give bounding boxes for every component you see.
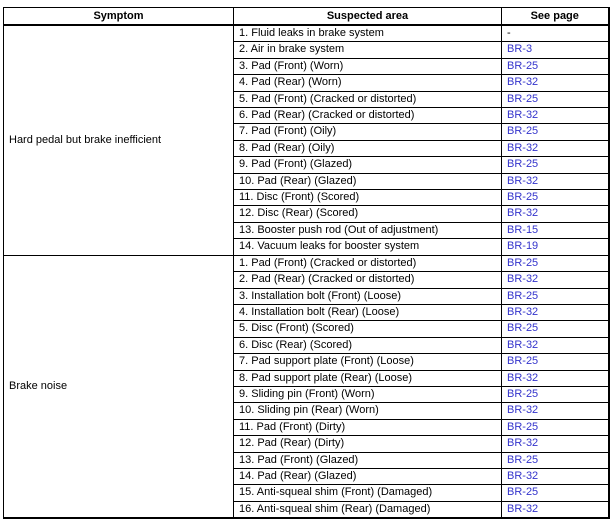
see-page-cell	[502, 58, 609, 74]
suspected-area-cell: 11. Disc (Front) (Scored)	[234, 190, 502, 206]
see-page-cell	[502, 108, 609, 124]
table-row	[4, 255, 609, 271]
see-page-cell	[502, 91, 609, 107]
page-reference-link[interactable]: BR-32	[507, 207, 539, 220]
page-reference-link[interactable]: BR-25	[507, 59, 539, 72]
page-reference-link[interactable]: BR-32	[507, 437, 539, 450]
troubleshooting-table	[3, 7, 610, 519]
table-body	[4, 25, 609, 518]
page-reference-link[interactable]: BR-15	[507, 223, 539, 236]
page-reference-link[interactable]: BR-25	[507, 355, 539, 368]
see-page-cell	[502, 370, 609, 386]
table-header-row	[4, 8, 609, 26]
suspected-area-cell: 7. Pad support plate (Front) (Loose)	[234, 354, 502, 370]
suspected-area-cell: 4. Pad (Rear) (Worn)	[234, 75, 502, 91]
suspected-area-cell: 3. Pad (Front) (Worn)	[234, 58, 502, 74]
page-reference-link[interactable]: BR-32	[507, 109, 539, 122]
see-page-cell	[502, 288, 609, 304]
page-reference-link[interactable]: BR-25	[507, 92, 539, 105]
see-page-cell	[502, 239, 609, 255]
no-page-reference: -	[507, 27, 511, 39]
page-reference-link[interactable]: BR-25	[507, 420, 539, 433]
suspected-area-cell: 1. Fluid leaks in brake system	[234, 25, 502, 42]
see-page-cell	[502, 124, 609, 140]
see-page-cell	[502, 190, 609, 206]
see-page-cell	[502, 419, 609, 435]
suspected-area-cell: 2. Air in brake system	[234, 42, 502, 58]
see-page-cell	[502, 321, 609, 337]
see-page-cell	[502, 222, 609, 238]
suspected-area-cell: 12. Pad (Rear) (Dirty)	[234, 436, 502, 452]
page-reference-link[interactable]: BR-25	[507, 256, 539, 269]
page-reference-link[interactable]: BR-32	[507, 305, 539, 318]
see-page-cell	[502, 403, 609, 419]
header-suspected-area: Suspected area	[234, 8, 502, 26]
page-reference-link[interactable]: BR-32	[507, 404, 539, 417]
suspected-area-cell: 13. Pad (Front) (Glazed)	[234, 452, 502, 468]
header-see-page: See page	[502, 8, 609, 26]
see-page-cell	[502, 25, 609, 42]
page-reference-link[interactable]: BR-32	[507, 469, 539, 482]
page-reference-link[interactable]: BR-25	[507, 158, 539, 171]
suspected-area-cell: 1. Pad (Front) (Cracked or distorted)	[234, 255, 502, 271]
suspected-area-cell: 2. Pad (Rear) (Cracked or distorted)	[234, 272, 502, 288]
see-page-cell	[502, 304, 609, 320]
suspected-area-cell: 6. Pad (Rear) (Cracked or distorted)	[234, 108, 502, 124]
see-page-cell	[502, 75, 609, 91]
suspected-area-cell: 8. Pad support plate (Rear) (Loose)	[234, 370, 502, 386]
see-page-cell	[502, 501, 609, 518]
see-page-cell	[502, 485, 609, 501]
see-page-cell	[502, 354, 609, 370]
see-page-cell	[502, 468, 609, 484]
suspected-area-cell: 10. Pad (Rear) (Glazed)	[234, 173, 502, 189]
see-page-cell	[502, 386, 609, 402]
page-reference-link[interactable]: BR-25	[507, 453, 539, 466]
page-reference-link[interactable]: BR-32	[507, 371, 539, 384]
suspected-area-cell: 13. Booster push rod (Out of adjustment)	[234, 222, 502, 238]
suspected-area-cell: 14. Vacuum leaks for booster system	[234, 239, 502, 255]
see-page-cell	[502, 337, 609, 353]
page-reference-link[interactable]: BR-32	[507, 141, 539, 154]
suspected-area-cell: 12. Disc (Rear) (Scored)	[234, 206, 502, 222]
header-symptom: Symptom	[4, 8, 234, 26]
symptom-cell-group-1: Hard pedal but brake inefficient	[4, 25, 234, 255]
page-reference-link[interactable]: BR-25	[507, 289, 539, 302]
symptom-cell-group-2: Brake noise	[4, 255, 234, 518]
page-reference-link[interactable]: BR-3	[507, 43, 533, 56]
see-page-cell	[502, 157, 609, 173]
page-reference-link[interactable]: BR-32	[507, 174, 539, 187]
suspected-area-cell: 14. Pad (Rear) (Glazed)	[234, 468, 502, 484]
page-reference-link[interactable]: BR-32	[507, 502, 539, 515]
suspected-area-cell: 9. Sliding pin (Front) (Worn)	[234, 386, 502, 402]
suspected-area-cell: 7. Pad (Front) (Oily)	[234, 124, 502, 140]
page-reference-link[interactable]: BR-25	[507, 322, 539, 335]
suspected-area-cell: 8. Pad (Rear) (Oily)	[234, 140, 502, 156]
suspected-area-cell: 4. Installation bolt (Rear) (Loose)	[234, 304, 502, 320]
page-reference-link[interactable]: BR-32	[507, 338, 539, 351]
page-reference-link[interactable]: BR-25	[507, 125, 539, 138]
suspected-area-cell: 11. Pad (Front) (Dirty)	[234, 419, 502, 435]
see-page-cell	[502, 42, 609, 58]
suspected-area-cell: 16. Anti-squeal shim (Rear) (Damaged)	[234, 501, 502, 518]
see-page-cell	[502, 272, 609, 288]
see-page-cell	[502, 436, 609, 452]
page-reference-link[interactable]: BR-19	[507, 240, 539, 253]
see-page-cell	[502, 255, 609, 271]
see-page-cell	[502, 173, 609, 189]
table-row	[4, 25, 609, 42]
page-reference-link[interactable]: BR-25	[507, 191, 539, 204]
suspected-area-cell: 3. Installation bolt (Front) (Loose)	[234, 288, 502, 304]
page-reference-link[interactable]: BR-25	[507, 387, 539, 400]
see-page-cell	[502, 140, 609, 156]
page-reference-link[interactable]: BR-32	[507, 76, 539, 89]
suspected-area-cell: 5. Pad (Front) (Cracked or distorted)	[234, 91, 502, 107]
page-reference-link[interactable]: BR-32	[507, 273, 539, 286]
suspected-area-cell: 6. Disc (Rear) (Scored)	[234, 337, 502, 353]
suspected-area-cell: 15. Anti-squeal shim (Front) (Damaged)	[234, 485, 502, 501]
see-page-cell	[502, 206, 609, 222]
suspected-area-cell: 10. Sliding pin (Rear) (Worn)	[234, 403, 502, 419]
see-page-cell	[502, 452, 609, 468]
page-reference-link[interactable]: BR-25	[507, 486, 539, 499]
suspected-area-cell: 5. Disc (Front) (Scored)	[234, 321, 502, 337]
suspected-area-cell: 9. Pad (Front) (Glazed)	[234, 157, 502, 173]
